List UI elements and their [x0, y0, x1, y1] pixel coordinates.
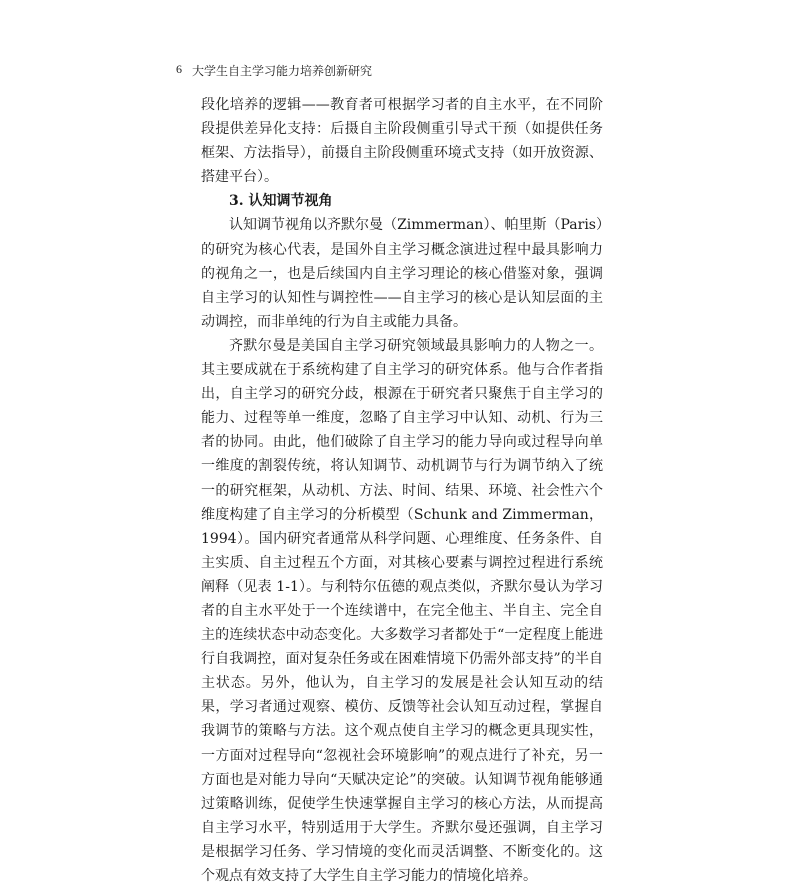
running-header — [176, 62, 372, 79]
page-number: 6 — [176, 62, 182, 76]
section-heading: 3. 认知调节视角 — [229, 193, 333, 210]
paragraph: 齐默尔曼是美国自主学习研究领域最具影响力的人物之一。其主要成就在于系统构建了自主学习的研究体系。他与合作者指出，自主学习的研究分歧，根源在于研究者只聚焦于自主学习的能力、过程等单一维度，忽略了自主学习中认知、动机、行为三者的协同。由此，他们破除了自主学习的能力导向或过程导向单一维度的割裂传统，将认知调节、动机调节与行为调节纳入了统一的研究框架，从动机、方法、时间、结果、环境、社会性六个维度构建了自主学习的分析模型（Schunk and Zimmerman，1994）。国内研究者通常从科学问题、心理维度、任务条件、自主实质、自主过程五个方面，对其核心要素与调控过程进行系统阐释（见表 1-1）。与利特尔伍德的观点类似，齐默尔曼认为学习者的自主水平处于一个连续谱中，在完全他主、半自主、完全自主的连续状态中动态变化。大多数学习者都处于“一定程度上能进行自我调控，面对复杂任务或在困难情境下仍需外部支持”的半自主状态。另外，他认为，自主学习的发展是社会认知互动的结果，学习者通过观察、模仿、反馈等社会认知互动过程，掌握自我调节的策略与方法。这个观点使自主学习的概念更具现实性，一方面对过程导向“忽视社会环境影响”的观点进行了补充，另一方面也是对能力导向“天赋决定论”的突破。认知调节视角能够通过策略训练，促使学生快速掌握自主学习的核心方法，从而提高自主学习水平，特别适用于大学生。齐默尔曼还强调，自主学习是根据学习任务、学习情境的变化而灵活调整、不断变化的。这个观点有效支持了大学生自主学习能力的情境化培养。 — [201, 337, 603, 884]
paragraph-continued: 段化培养的逻辑——教育者可根据学习者的自主水平，在不同阶段提供差异化支持：后摄自主阶段侧重引导式干预（如提供任务框架、方法指导），前摄自主阶段侧重环境式支持（如开放资源、搭建平台）。 — [201, 97, 603, 186]
body-text — [201, 93, 603, 888]
paragraph: 认知调节视角以齐默尔曼（Zimmerman）、帕里斯（Paris）的研究为核心代表，是国外自主学习概念演进过程中最具影响力的视角之一，也是后续国内自主学习理论的核心借鉴对象，强调自主学习的认知性与调控性——自主学习的核心是认知层面的主动调控，而非单纯的行为自主或能力具备。 — [201, 217, 603, 330]
running-title: 大学生自主学习能力培养创新研究 — [192, 64, 373, 78]
